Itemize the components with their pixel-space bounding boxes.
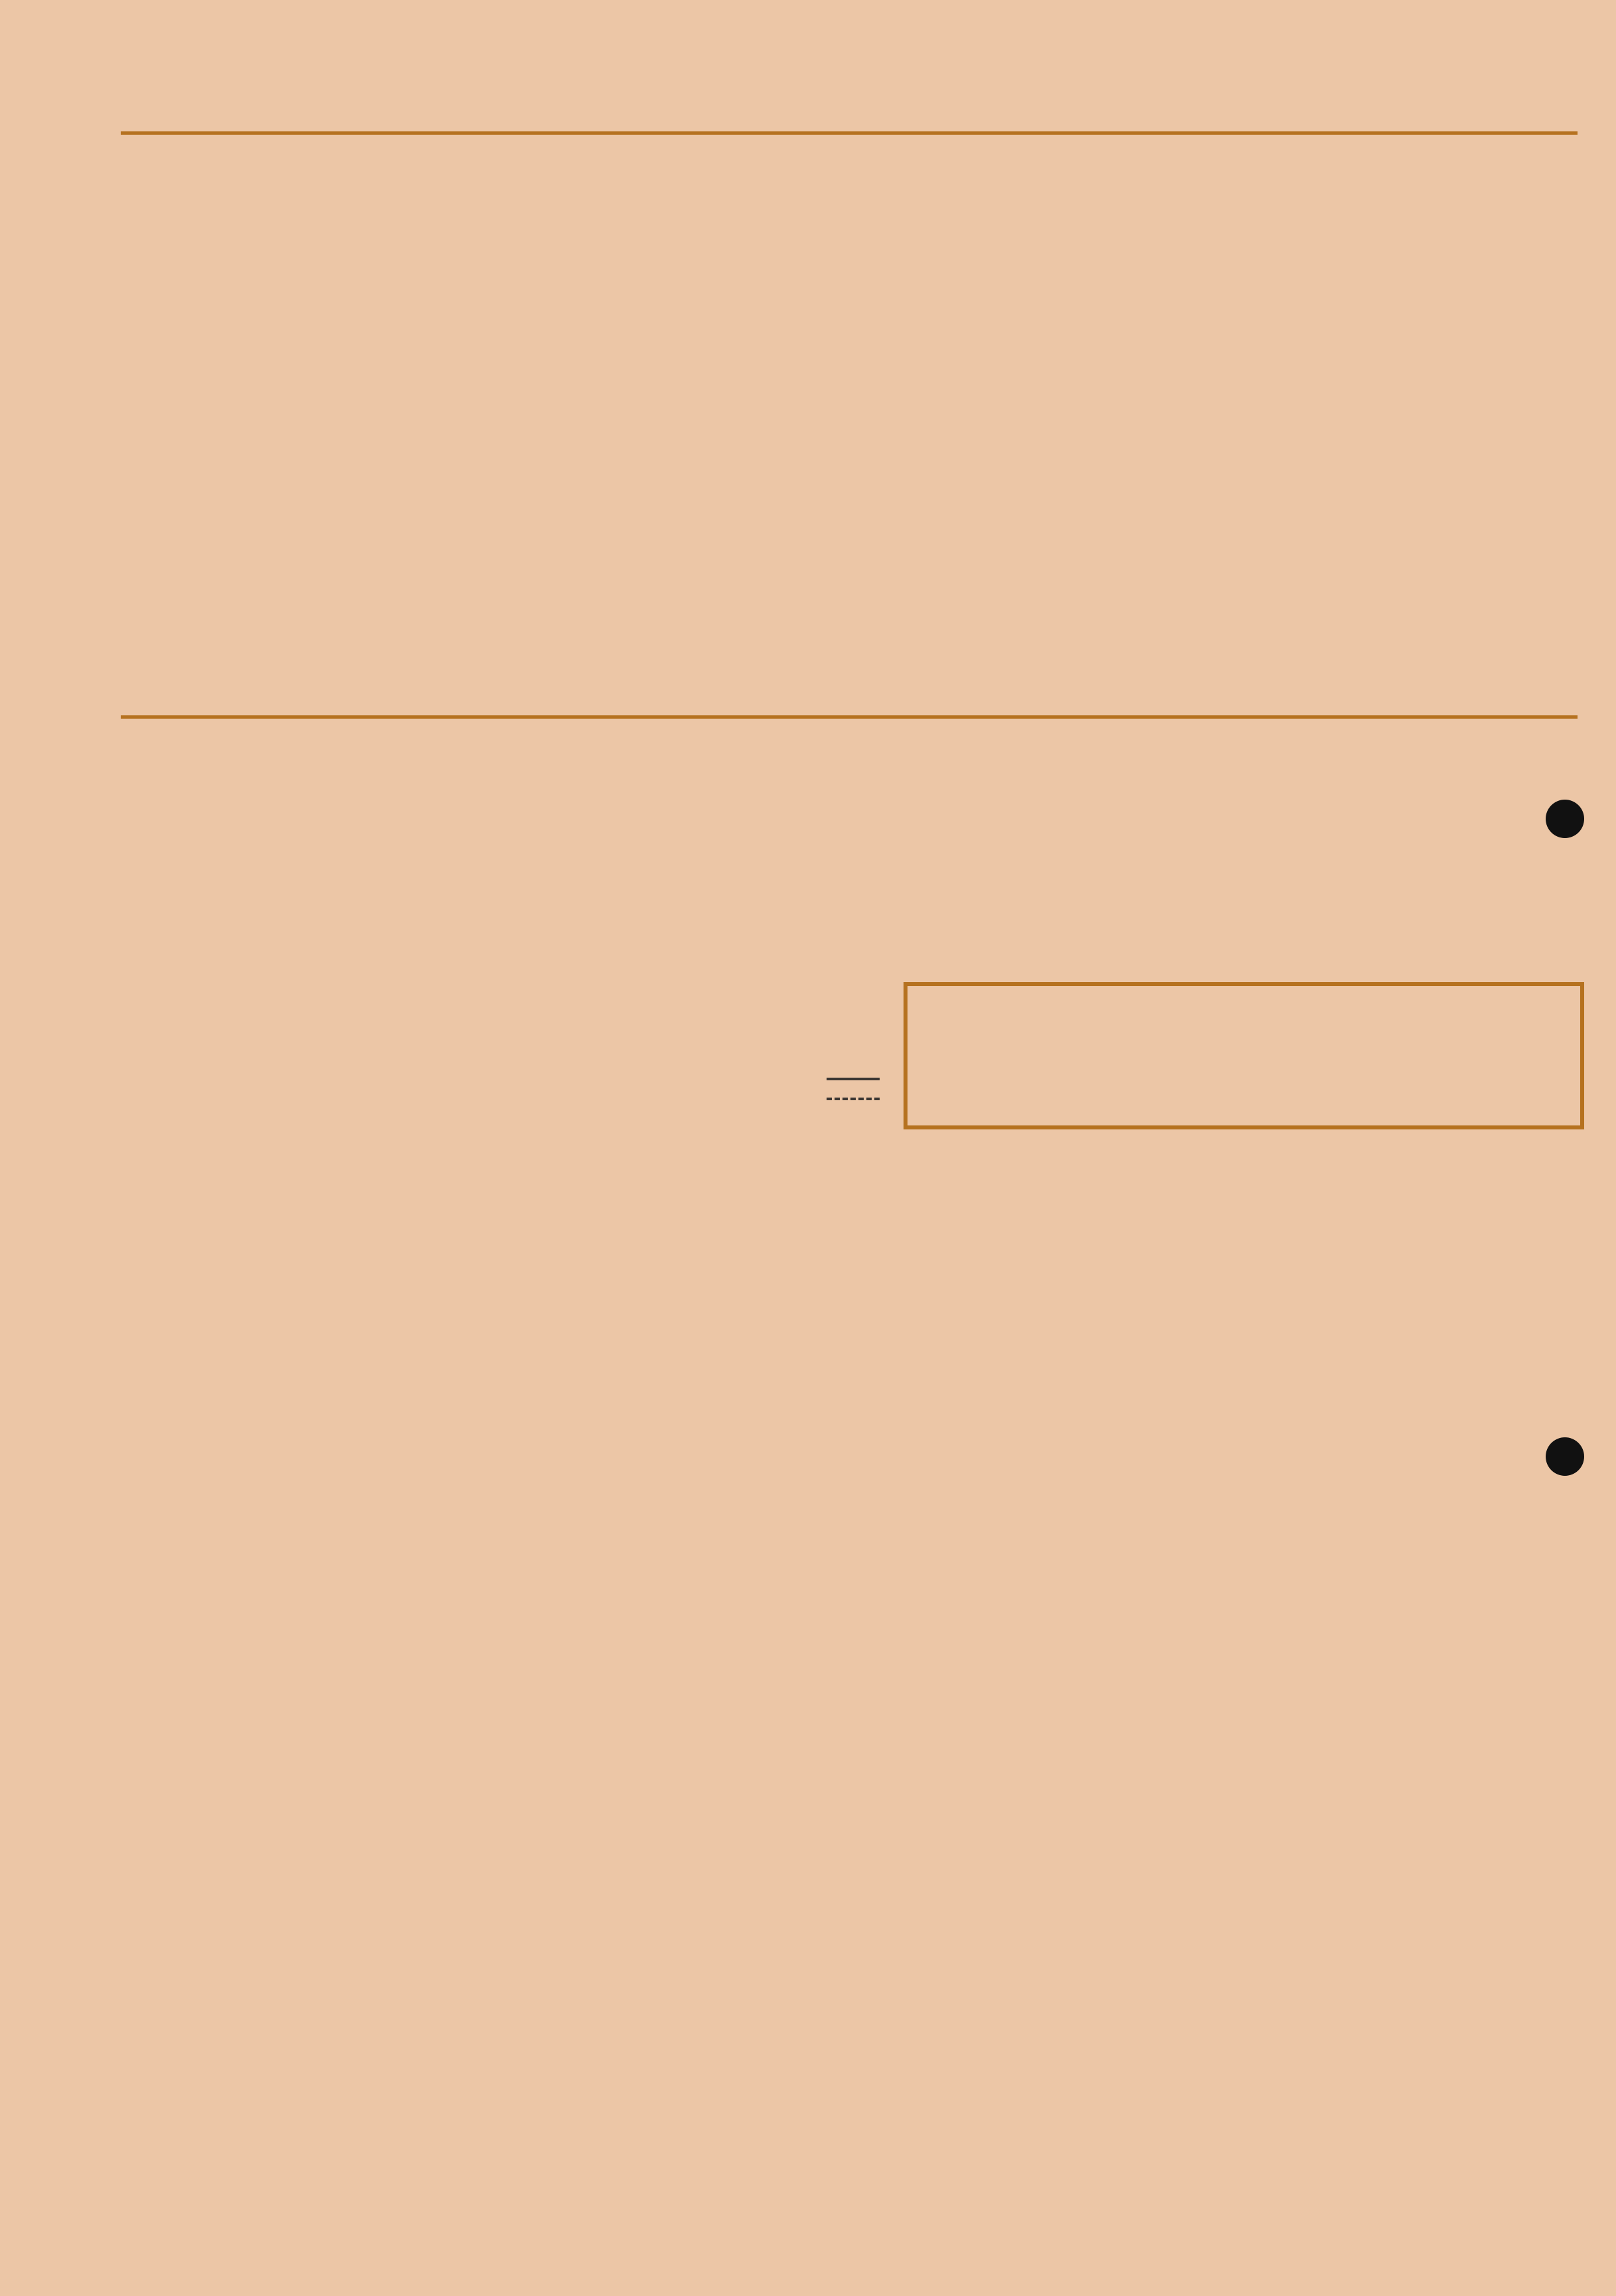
punch-hole-1: [1546, 800, 1584, 838]
main-weather-table: [121, 131, 1578, 719]
germany-min-temperature-map: [904, 1129, 1584, 2153]
map-title-box: [904, 982, 1584, 1129]
luftdruck-table: [121, 730, 831, 899]
legend-dashed: [827, 1098, 880, 1100]
legend-solid: [827, 1078, 880, 1080]
erdboden-table: [866, 730, 1578, 899]
punch-hole-2: [1546, 1437, 1584, 1476]
atmosphere-chart: [100, 1155, 869, 2150]
